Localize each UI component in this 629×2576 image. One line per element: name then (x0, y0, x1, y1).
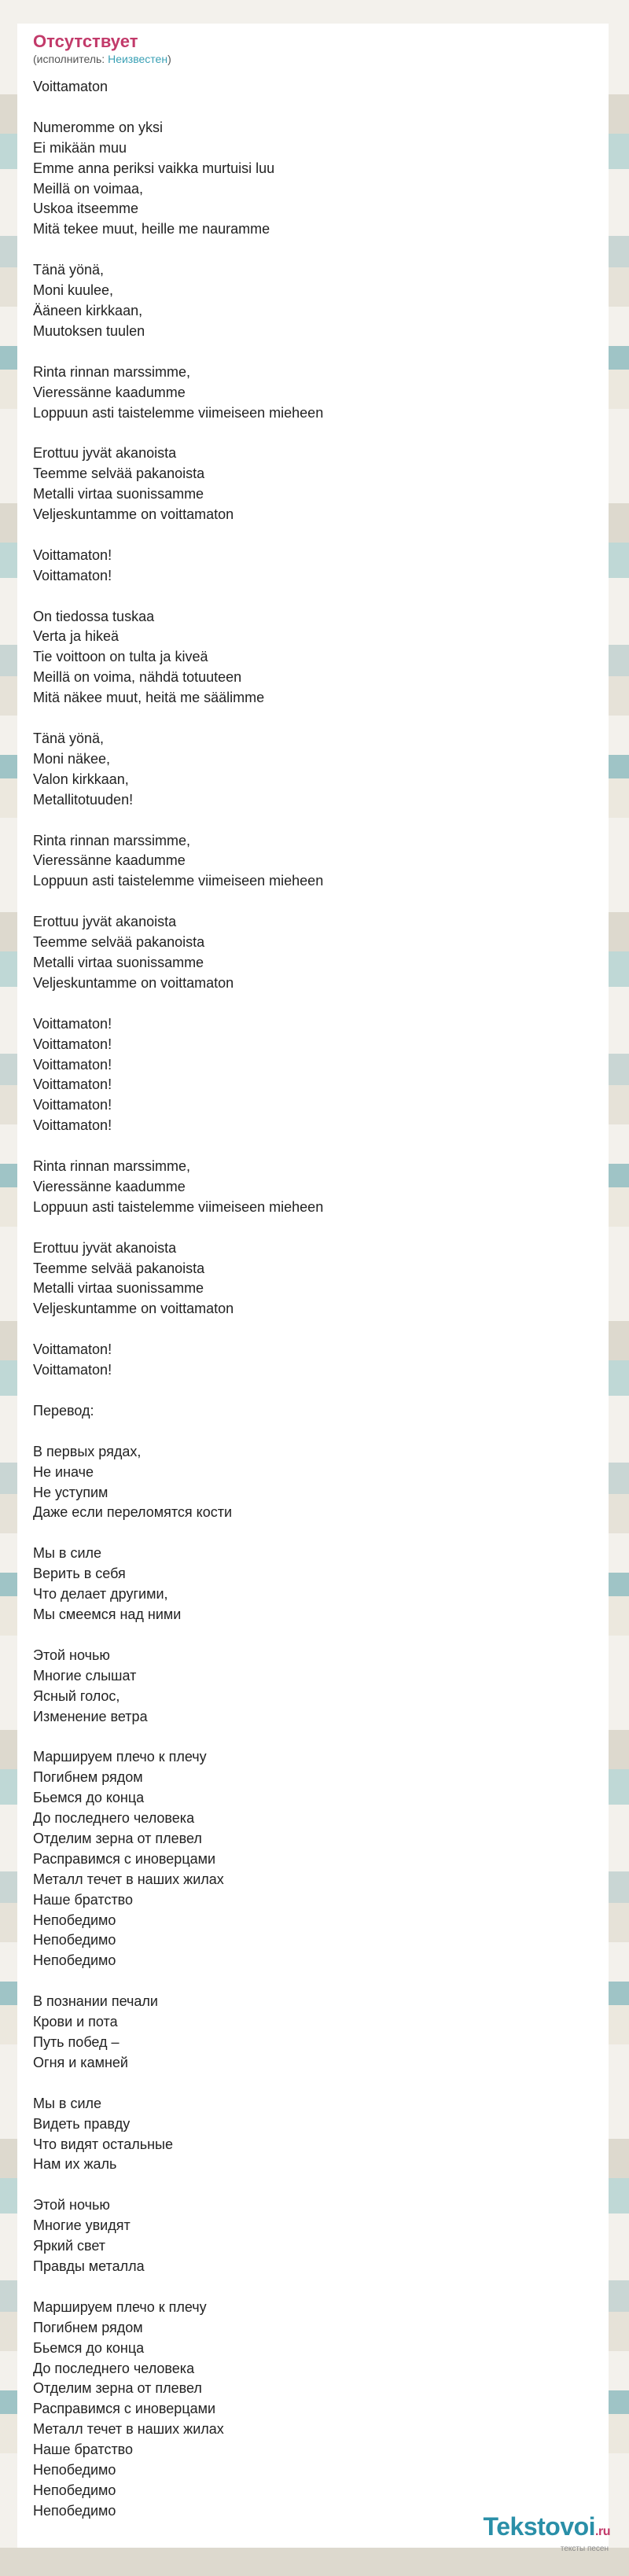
song-title: Отсутствует (33, 31, 138, 51)
logo-tld: .ru (595, 2525, 610, 2538)
artist-suffix: ) (167, 53, 171, 65)
lyrics-page (17, 24, 609, 2548)
artist-link[interactable]: Неизвестен (108, 53, 168, 65)
site-logo[interactable] (484, 2514, 610, 2554)
lyrics-text: Voittamaton Numeromme on yksi Ei mikään muu Emme anna periksi vaikka murtuisi luu Meillä on voimaa, Uskoa itseemme Mitä tekee muut, heille me nauramme Tänä yönä, Moni kuulee, Ääneen kirkkaan, Muutoksen tuulen Rinta rinnan marssimme, Vieressänne kaadumme Loppuun asti taistelemme viimeiseen mieheen Erottuu jyvät akanoista Teemme selvää pakanoista Metalli virtaa suonissamme Veljeskuntamme on voittamaton Voittamaton! Voittamaton! On tiedossa tuskaa Verta ja hikeä Tie voittoon on tulta ja kiveä Meillä on voima, nähdä totuuteen Mitä näkee muut, heitä me säälimme Tänä yönä, Moni näkee, Valon kirkkaan, Metallitotuuden! Rinta rinnan marssimme, Vieressänne kaadumme Loppuun asti taistelemme viimeiseen mieheen Erottuu jyvät akanoista Teemme selvää pakanoista Metalli virtaa suonissamme Veljeskuntamme on voittamaton Voittamaton! Voittamaton! Voittamaton! Voittamaton! Voittamaton! Voittamaton! Rinta rinnan marssimme, Vieressänne kaadumme Loppuun asti taistelemme viimeiseen mieheen Erottuu jyvät akanoista Teemme selvää pakanoista Metalli virtaa suonissamme Veljeskuntamme on voittamaton Voittamaton! Voittamaton! Перевод: В первых рядах, Не иначе Не уступим Даже если переломятся кости Мы в силе Верить в себя Что делает другими, Мы смеемся над ними Этой ночью Многие слышат Ясный голос, Изменение ветра Маршируем плечо к плечу Погибнем рядом Бьемся до конца До последнего человека Отделим зерна от плевел Расправимся с иноверцами Металл течет в наших жилах Наше братство Непобедимо Непобедимо Непобедимо В познании печали Крови и пота Путь побед – Огня и камней Мы в силе Видеть правду Что видят остальные Нам их жаль Этой ночью Многие увидят Яркий свет Правды металла Маршируем плечо к плечу Погибнем рядом Бьемся до конца До последнего человека Отделим зерна от плевел Расправимся с иноверцами Металл течет в наших жилах Наше братство Непобедимо Непобедимо Непобедимо (33, 79, 324, 2519)
logo-wordmark (484, 2514, 610, 2545)
artist-prefix: (исполнитель: (33, 53, 109, 65)
artist-line (33, 52, 609, 66)
logo-subtitle: тексты песен (560, 2545, 609, 2553)
logo-main-text: Tekstovoi (483, 2512, 596, 2541)
